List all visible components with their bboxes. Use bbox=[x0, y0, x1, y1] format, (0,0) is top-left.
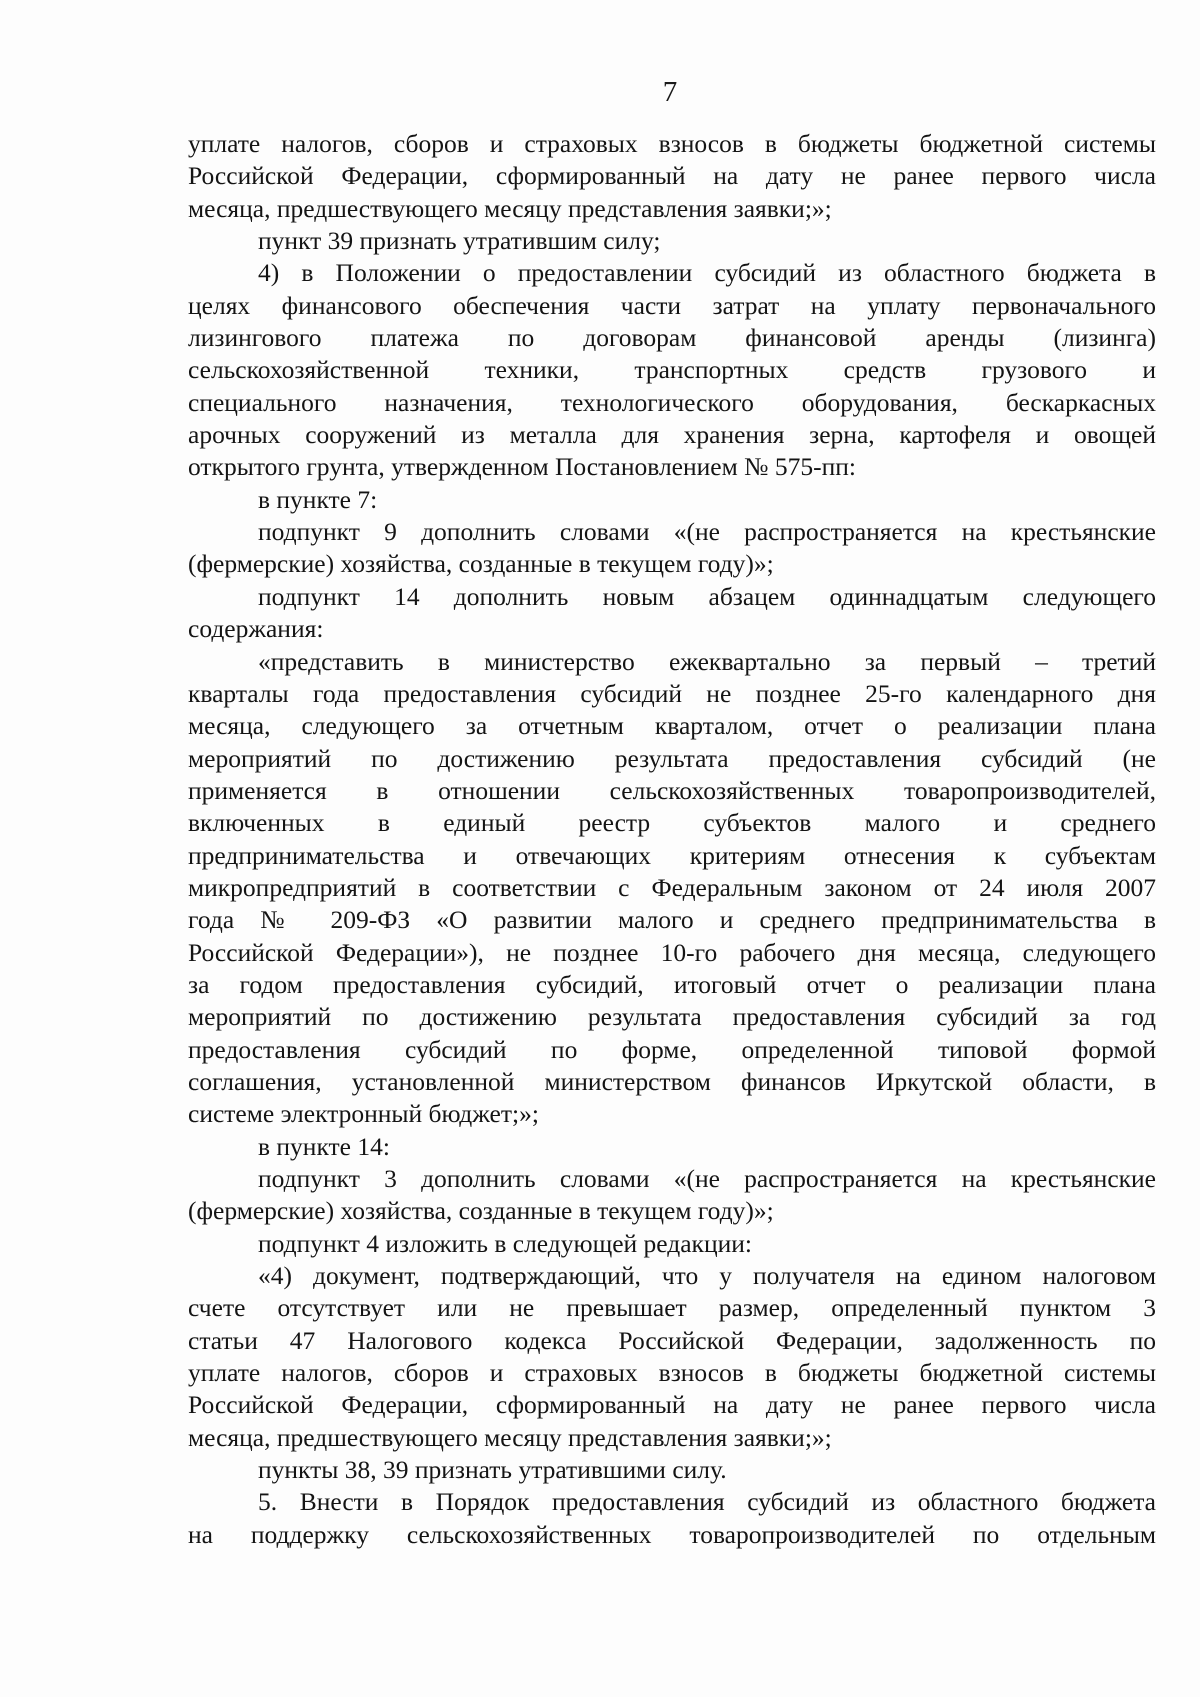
text-line: месяца, предшествующего месяцу представления заявки;»; bbox=[188, 1422, 832, 1452]
document-body bbox=[188, 128, 1156, 1551]
text-line: применяется в отношении сельскохозяйственных товаропроизводителей, bbox=[188, 775, 1156, 805]
text-line: года № 209-ФЗ «О развитии малого и среднего предпринимательства в bbox=[188, 905, 1156, 935]
text-line: сельскохозяйственной техники, транспортных средств грузового и bbox=[188, 355, 1156, 385]
text-line: предоставления субсидий по форме, определенной типовой формой bbox=[188, 1034, 1156, 1064]
text-line: в пункте 7: bbox=[258, 484, 378, 514]
text-line: арочных сооружений из металла для хранения зерна, картофеля и овощей bbox=[188, 420, 1156, 450]
text-line: на поддержку сельскохозяйственных товаропроизводителей по отдельным bbox=[188, 1519, 1156, 1549]
text-line: за годом предоставления субсидий, итоговый отчет о реализации плана bbox=[188, 969, 1156, 999]
text-line: подпункт 14 дополнить новым абзацем одиннадцатым следующего bbox=[258, 581, 1156, 611]
text-line: пункты 38, 39 признать утратившими силу. bbox=[258, 1455, 727, 1485]
text-line: уплате налогов, сборов и страховых взносов в бюджеты бюджетной системы bbox=[188, 1358, 1156, 1388]
text-line: включенных в единый реестр субъектов малого и среднего bbox=[188, 808, 1156, 838]
text-line: открытого грунта, утвержденном Постановлением № 575-пп: bbox=[188, 452, 856, 482]
text-line: 4) в Положении о предоставлении субсидий из областного бюджета в bbox=[258, 258, 1156, 288]
text-line: подпункт 4 изложить в следующей редакции: bbox=[258, 1228, 752, 1258]
text-line: Российской Федерации»), не позднее 10-го рабочего дня месяца, следующего bbox=[188, 937, 1156, 967]
text-line: подпункт 9 дополнить словами «(не распространяется на крестьянские bbox=[258, 517, 1156, 547]
text-line: лизингового платежа по договорам финансовой аренды (лизинга) bbox=[188, 323, 1156, 353]
text-line: мероприятий по достижению результата предоставления субсидий (не bbox=[188, 743, 1156, 773]
text-line: месяца, предшествующего месяцу представления заявки;»; bbox=[188, 193, 832, 223]
text-line: специального назначения, технологического оборудования, бескаркасных bbox=[188, 387, 1156, 417]
text-line: системе электронный бюджет;»; bbox=[188, 1099, 539, 1129]
text-line: Российской Федерации, сформированный на дату не ранее первого числа bbox=[188, 1390, 1156, 1420]
text-line: месяца, следующего за отчетным кварталом, отчет о реализации плана bbox=[188, 711, 1156, 741]
text-line: содержания: bbox=[188, 614, 324, 644]
text-line: подпункт 3 дополнить словами «(не распространяется на крестьянские bbox=[258, 1164, 1156, 1193]
text-line: 5. Внести в Порядок предоставления субсидий из областного бюджета bbox=[258, 1487, 1156, 1517]
text-line: счете отсутствует или не превышает размер, определенный пунктом 3 bbox=[188, 1293, 1156, 1323]
text-line: статьи 47 Налогового кодекса Российской Федерации, задолженность по bbox=[188, 1325, 1156, 1355]
text-line: микропредприятий в соответствии с Федеральным законом от 24 июля 2007 bbox=[188, 872, 1156, 902]
text-line: мероприятий по достижению результата предоставления субсидий за год bbox=[188, 1002, 1156, 1032]
text-line: соглашения, установленной министерством финансов Иркутской области, в bbox=[188, 1066, 1156, 1096]
text-line: Российской Федерации, сформированный на дату не ранее первого числа bbox=[188, 161, 1156, 191]
page-number: 7 bbox=[662, 76, 678, 108]
text-line: пункт 39 признать утратившим силу; bbox=[258, 226, 661, 256]
text-line: уплате налогов, сборов и страховых взносов в бюджеты бюджетной системы bbox=[188, 129, 1156, 158]
text-line: в пункте 14: bbox=[258, 1131, 390, 1161]
text-line: целях финансового обеспечения части затрат на уплату первоначального bbox=[188, 290, 1156, 320]
text-line: предпринимательства и отвечающих критериям отнесения к субъектам bbox=[188, 840, 1156, 870]
text-line: (фермерские) хозяйства, созданные в текущем году)»; bbox=[188, 549, 774, 579]
text-line: кварталы года предоставления субсидий не позднее 25-го календарного дня bbox=[188, 678, 1156, 708]
text-line: «4) документ, подтверждающий, что у получателя на едином налоговом bbox=[258, 1261, 1156, 1291]
text-line: (фермерские) хозяйства, созданные в текущем году)»; bbox=[188, 1196, 774, 1226]
text-line: «представить в министерство ежеквартально за первый – третий bbox=[258, 646, 1156, 676]
